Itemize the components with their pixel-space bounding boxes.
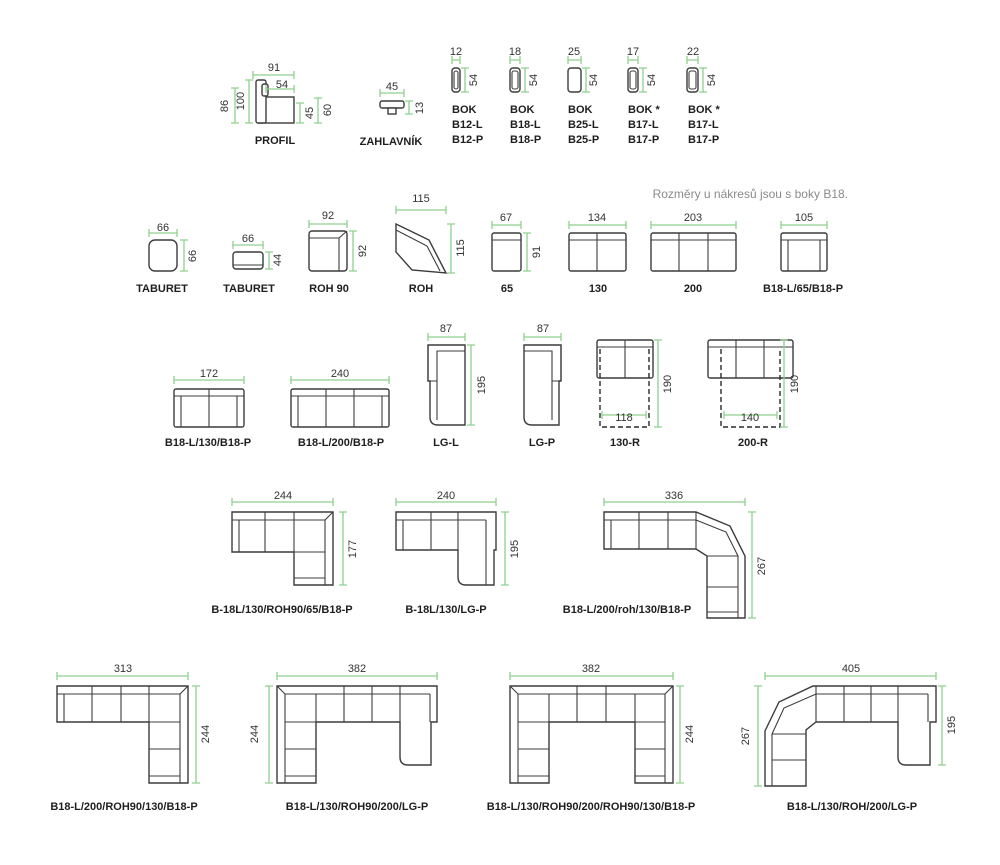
label-lg-l: LG-L <box>433 437 459 449</box>
dim-text: 244 <box>249 724 261 744</box>
bok-b12-module <box>450 46 483 146</box>
seat-65-module <box>492 212 543 295</box>
dim-text: 267 <box>740 726 752 746</box>
bok-b17-wide-module <box>687 46 721 146</box>
dim-text: 190 <box>789 374 801 394</box>
label-bok: BOK <box>452 104 477 116</box>
dim-text: 12 <box>449 46 463 58</box>
label-set-corner-65: B-18L/130/ROH90/65/B18-P <box>211 604 353 616</box>
dim-text: 172 <box>199 368 219 380</box>
taburet-square-module <box>136 222 199 295</box>
set-roh-lounge-module <box>740 663 958 813</box>
dim-text: 45 <box>304 106 316 120</box>
label-set-u: B18-L/130/ROH90/200/ROH90/130/B18-P <box>486 801 696 813</box>
label-roh: ROH <box>408 283 434 295</box>
dim-text: 91 <box>267 62 281 74</box>
dim-text: 87 <box>536 323 550 335</box>
label-set-u-lounge: B18-L/130/ROH90/200/LG-P <box>285 801 429 813</box>
set-corner-65-module <box>211 490 359 616</box>
lounge-left-module <box>428 323 488 449</box>
dim-text: 115 <box>455 239 467 257</box>
dim-text: 195 <box>509 539 521 559</box>
set-u-lounge-module <box>249 663 437 813</box>
dim-text: 177 <box>347 539 359 559</box>
label-65: 65 <box>500 283 514 295</box>
profil-module <box>219 62 334 147</box>
label-bok: BOK <box>510 104 535 116</box>
label-200-r: 200-R <box>738 437 768 449</box>
dim-text: 105 <box>794 212 814 224</box>
dim-text: 134 <box>587 212 607 224</box>
taburet-low-module <box>223 233 284 295</box>
dim-text: 54 <box>646 73 658 87</box>
dimension-note: Rozměry u nákresů jsou s boky B18. <box>652 187 848 201</box>
label-130-r: 130-R <box>610 437 640 449</box>
label-set-lounge: B-18L/130/LG-P <box>405 604 487 616</box>
dim-text: 67 <box>499 212 513 224</box>
dim-text: 336 <box>664 490 684 502</box>
dim-text: 66 <box>241 233 255 245</box>
b18-200-module <box>291 368 389 449</box>
dim-text: 54 <box>706 73 718 87</box>
label-lg-p: LG-P <box>528 437 556 449</box>
label-taburet: TABURET <box>223 283 275 295</box>
dim-text: 382 <box>347 663 367 675</box>
seat-130-module <box>569 212 626 295</box>
label-set-roh-lounge: B18-L/130/ROH/200/LG-P <box>786 801 918 813</box>
dim-text: 140 <box>740 412 760 424</box>
dim-text: 17 <box>626 46 640 58</box>
dim-text: 44 <box>272 253 284 267</box>
label-bok: B17-P <box>688 134 720 146</box>
dim-text: 18 <box>508 46 522 58</box>
label-b18-200: B18-L/200/B18-P <box>297 437 385 449</box>
b18-130-module <box>165 368 251 449</box>
dim-text: 405 <box>841 663 861 675</box>
dim-text: 195 <box>476 375 488 395</box>
sofa-bed-200-module <box>708 340 801 449</box>
label-set-corner-130: B18-L/200/ROH90/130/B18-P <box>50 801 198 813</box>
dim-text: 190 <box>662 374 674 394</box>
set-corner-130-module <box>50 663 212 813</box>
dim-text: 92 <box>321 210 335 222</box>
label-bok: BOK * <box>688 104 720 116</box>
label-b18-65: B18-L/65/B18-P <box>762 283 844 295</box>
dim-text: 54 <box>588 73 600 87</box>
set-roh-module <box>563 490 768 618</box>
label-bok: B12-P <box>452 134 484 146</box>
set-lounge-module <box>396 490 521 616</box>
dim-text: 66 <box>156 222 170 234</box>
label-130: 130 <box>588 283 608 295</box>
bok-b18-module <box>509 46 541 146</box>
label-bok: B17-L <box>688 119 719 131</box>
label-bok: B17-L <box>628 119 659 131</box>
dim-text: 100 <box>235 91 247 111</box>
dim-text: 13 <box>414 101 426 115</box>
dim-text: 244 <box>273 490 293 502</box>
dim-text: 240 <box>436 490 456 502</box>
label-bok: B18-P <box>510 134 542 146</box>
dim-text: 86 <box>219 99 231 113</box>
label-200: 200 <box>683 283 703 295</box>
bok-b25-module <box>568 46 600 146</box>
dim-text: 66 <box>187 249 199 263</box>
dim-text: 60 <box>322 103 334 117</box>
dim-text: 22 <box>686 46 700 58</box>
label-bok: B18-L <box>510 119 541 131</box>
dim-text: 54 <box>528 73 540 87</box>
dim-text: 382 <box>581 663 601 675</box>
dim-text: 195 <box>946 715 958 735</box>
label-bok: B25-L <box>568 119 599 131</box>
set-u-module <box>487 663 696 813</box>
label-bok: B12-L <box>452 119 483 131</box>
seat-200-module <box>651 212 736 295</box>
lounge-right-module <box>524 323 561 449</box>
dim-text: 118 <box>615 412 633 424</box>
label-bok: B25-P <box>568 134 600 146</box>
label-b18-130: B18-L/130/B18-P <box>164 437 252 449</box>
roh90-module <box>309 210 369 295</box>
roh-module <box>396 193 467 295</box>
dim-text: 45 <box>385 81 399 93</box>
dim-text: 115 <box>412 193 430 205</box>
dim-text: 313 <box>113 663 133 675</box>
label-bok: B17-P <box>628 134 660 146</box>
label-zahlavnik: ZAHLAVNÍK <box>359 136 423 148</box>
dim-text: 54 <box>468 73 480 87</box>
dim-text: 240 <box>330 368 350 380</box>
label-taburet: TABURET <box>136 283 188 295</box>
bok-b17-module <box>627 46 661 146</box>
dim-text: 92 <box>357 244 369 258</box>
dim-text: 244 <box>684 724 696 744</box>
dim-text: 91 <box>531 245 543 259</box>
label-set-roh: B18-L/200/roh/130/B18-P <box>562 604 692 616</box>
b18-65-module <box>763 212 843 295</box>
sofa-bed-130-module <box>597 340 674 449</box>
zahlavnik-module <box>360 81 426 148</box>
dim-text: 54 <box>275 79 289 91</box>
dim-text: 244 <box>200 724 212 744</box>
dim-text: 25 <box>567 46 581 58</box>
dim-text: 87 <box>439 323 453 335</box>
label-bok: BOK * <box>628 104 660 116</box>
label-bok: BOK <box>568 104 593 116</box>
dim-text: 203 <box>683 212 703 224</box>
label-roh90: ROH 90 <box>309 283 349 295</box>
label-profil: PROFIL <box>254 135 296 147</box>
dim-text: 267 <box>756 556 768 576</box>
